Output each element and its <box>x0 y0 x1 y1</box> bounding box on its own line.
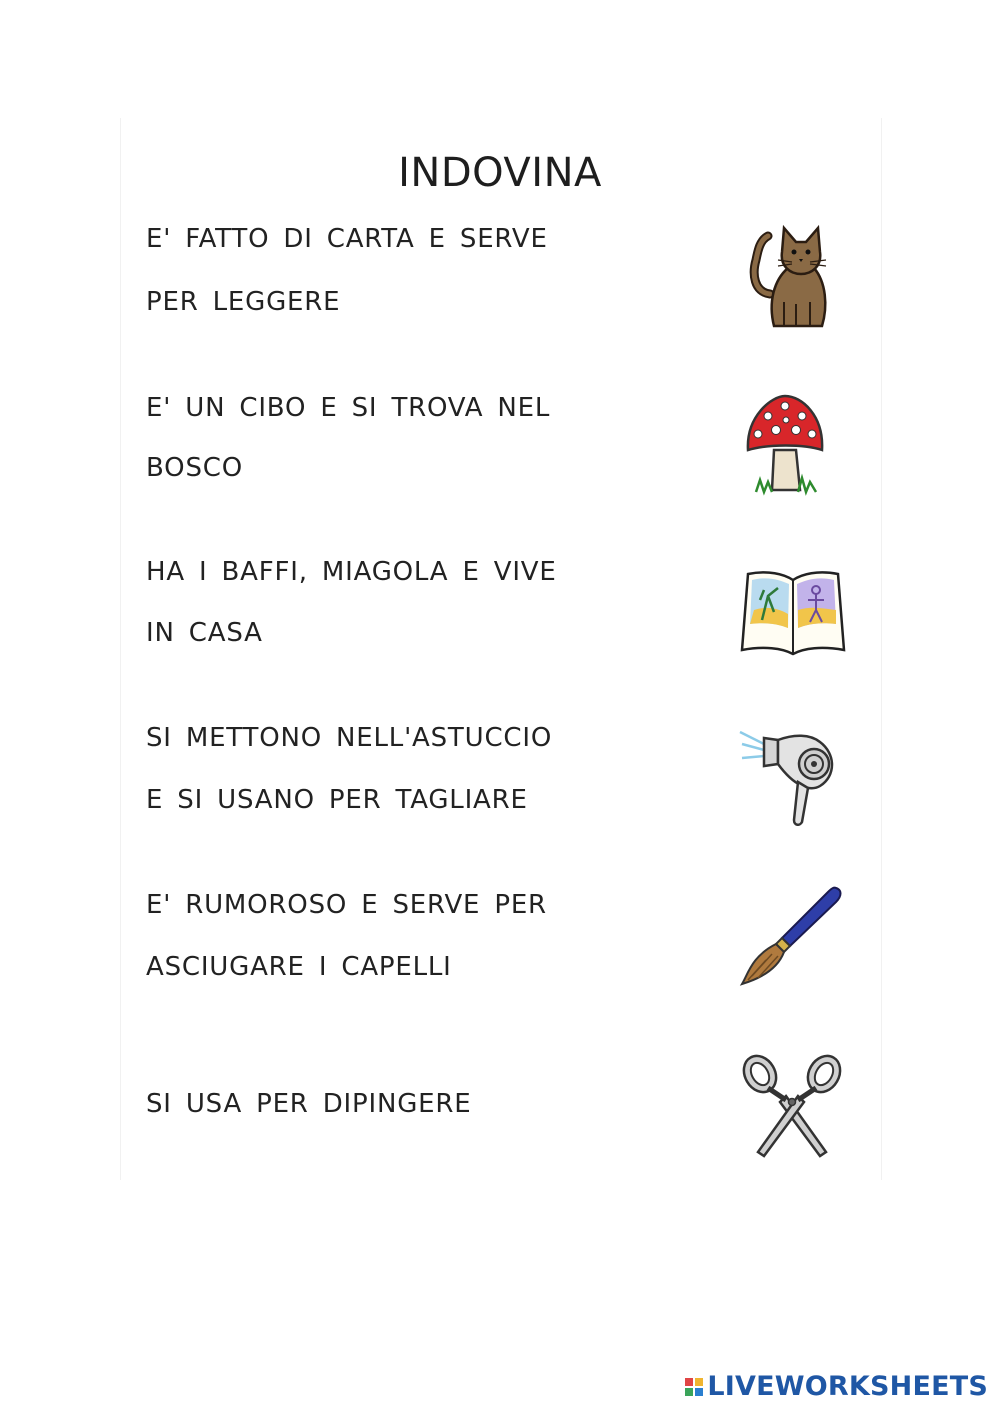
page-title: INDOVINA <box>398 150 602 196</box>
scissors-icon[interactable] <box>740 1050 844 1158</box>
riddle-3-line-1: HA I BAFFI, MIAGOLA E VIVE <box>146 557 557 587</box>
riddle-4-line-2: E SI USANO PER TAGLIARE <box>146 785 528 815</box>
liveworksheets-logo[interactable] <box>685 1371 988 1402</box>
book-icon[interactable] <box>738 566 848 658</box>
riddle-2-line-2: BOSCO <box>146 453 243 483</box>
riddle-4-line-1: SI METTONO NELL'ASTUCCIO <box>146 723 553 753</box>
hair-dryer-icon[interactable] <box>738 726 844 826</box>
riddle-1-line-1: E' FATTO DI CARTA E SERVE <box>146 224 548 254</box>
paintbrush-icon[interactable] <box>738 884 846 992</box>
brand-name: LIVEWORKSHEETS <box>707 1371 988 1402</box>
riddle-3-line-2: IN CASA <box>146 618 263 648</box>
logo-squares-icon <box>685 1378 703 1396</box>
riddle-5-line-2: ASCIUGARE I CAPELLI <box>146 952 452 982</box>
mushroom-icon[interactable] <box>744 392 826 496</box>
cat-icon[interactable] <box>748 222 832 332</box>
riddle-2-line-1: E' UN CIBO E SI TROVA NEL <box>146 393 551 423</box>
riddle-1-line-2: PER LEGGERE <box>146 287 341 317</box>
riddle-5-line-1: E' RUMOROSO E SERVE PER <box>146 890 547 920</box>
riddle-6-line-1: SI USA PER DIPINGERE <box>146 1089 472 1119</box>
